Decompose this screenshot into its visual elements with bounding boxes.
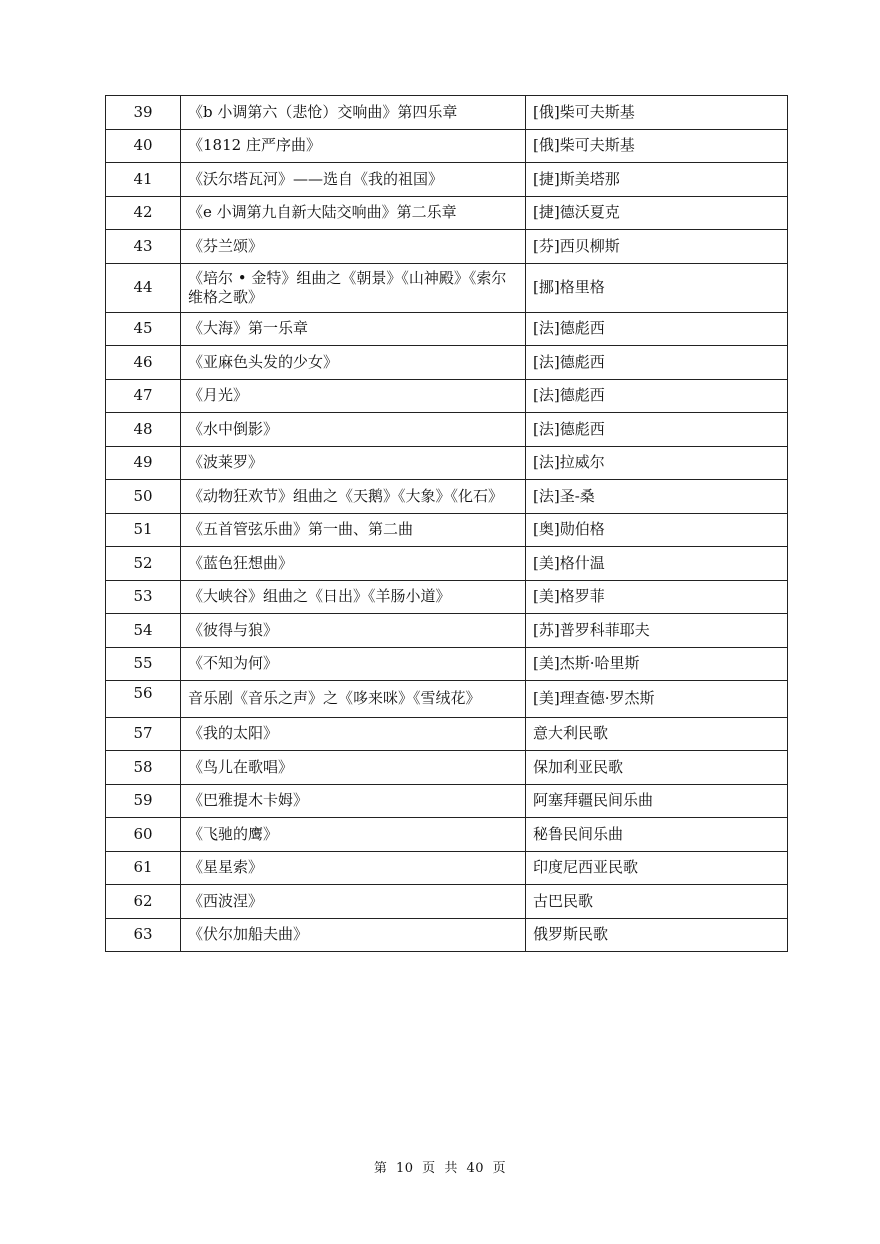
work-title: 《芬兰颂》 (181, 230, 526, 264)
composer: [法]德彪西 (526, 346, 788, 380)
work-title: 《彼得与狼》 (181, 614, 526, 648)
composer: [芬]西贝柳斯 (526, 230, 788, 264)
table-row (106, 379, 788, 413)
work-title: 音乐剧《音乐之声》之《哆来咪》《雪绒花》 (181, 681, 526, 718)
work-title: 《鸟儿在歌唱》 (181, 751, 526, 785)
composer: 古巴民歌 (526, 885, 788, 919)
composer: [苏]普罗科菲耶夫 (526, 614, 788, 648)
composer: [法]圣-桑 (526, 480, 788, 514)
row-number: 48 (106, 413, 181, 447)
work-title: 《1812 庄严序曲》 (181, 129, 526, 163)
composer: [捷]斯美塔那 (526, 163, 788, 197)
table-row (106, 346, 788, 380)
composer: 秘鲁民间乐曲 (526, 818, 788, 852)
work-title: 《沃尔塔瓦河》——选自《我的祖国》 (181, 163, 526, 197)
row-number: 60 (106, 818, 181, 852)
row-number: 62 (106, 885, 181, 919)
music-works-table (105, 95, 788, 952)
composer: [奥]勋伯格 (526, 513, 788, 547)
table-row (106, 885, 788, 919)
work-title: 《水中倒影》 (181, 413, 526, 447)
work-title: 《飞驰的鹰》 (181, 818, 526, 852)
table-row (106, 818, 788, 852)
table-row (106, 480, 788, 514)
work-title: 《e 小调第九自新大陆交响曲》第二乐章 (181, 196, 526, 230)
row-number: 44 (106, 263, 181, 312)
footer-page-suffix: 页 (422, 1161, 436, 1176)
row-number: 40 (106, 129, 181, 163)
composer: [俄]柴可夫斯基 (526, 129, 788, 163)
table-row (106, 647, 788, 681)
table-row (106, 413, 788, 447)
composer: [美]理查德·罗杰斯 (526, 681, 788, 718)
row-number: 39 (106, 96, 181, 130)
work-title: 《亚麻色头发的少女》 (181, 346, 526, 380)
table-row (106, 513, 788, 547)
composer: [法]德彪西 (526, 312, 788, 346)
row-number: 46 (106, 346, 181, 380)
row-number: 52 (106, 547, 181, 581)
page-total: 40 (466, 1161, 485, 1176)
work-title: 《西波涅》 (181, 885, 526, 919)
row-number: 56 (106, 681, 181, 718)
composer: 保加利亚民歌 (526, 751, 788, 785)
table-row (106, 263, 788, 312)
row-number: 63 (106, 918, 181, 952)
row-number: 58 (106, 751, 181, 785)
page-footer (0, 1157, 880, 1176)
work-title: 《动物狂欢节》组曲之《天鹅》《大象》《化石》 (181, 480, 526, 514)
row-number: 61 (106, 851, 181, 885)
table-row (106, 851, 788, 885)
table-row (106, 547, 788, 581)
composer: 印度尼西亚民歌 (526, 851, 788, 885)
composer: [挪]格里格 (526, 263, 788, 312)
footer-total-prefix: 共 (444, 1161, 458, 1176)
row-number: 59 (106, 784, 181, 818)
table-row (106, 580, 788, 614)
composer: 俄罗斯民歌 (526, 918, 788, 952)
row-number: 54 (106, 614, 181, 648)
work-title: 《巴雅提木卡姆》 (181, 784, 526, 818)
table-row (106, 312, 788, 346)
table-row (106, 230, 788, 264)
work-title: 《星星索》 (181, 851, 526, 885)
work-title: 《波莱罗》 (181, 446, 526, 480)
work-title: 《大海》第一乐章 (181, 312, 526, 346)
composer: [法]德彪西 (526, 413, 788, 447)
row-number: 41 (106, 163, 181, 197)
row-number: 43 (106, 230, 181, 264)
composer: [捷]德沃夏克 (526, 196, 788, 230)
composer: 阿塞拜疆民间乐曲 (526, 784, 788, 818)
work-title: 《月光》 (181, 379, 526, 413)
composer: [美]格罗菲 (526, 580, 788, 614)
row-number: 55 (106, 647, 181, 681)
footer-total-suffix: 页 (492, 1161, 507, 1176)
table-row (106, 918, 788, 952)
work-title: 《培尔 • 金特》组曲之《朝景》《山神殿》《索尔维格之歌》 (181, 263, 526, 312)
composer: 意大利民歌 (526, 717, 788, 751)
work-title: 《b 小调第六（悲怆）交响曲》第四乐章 (181, 96, 526, 130)
row-number: 49 (106, 446, 181, 480)
row-number: 45 (106, 312, 181, 346)
table-row (106, 614, 788, 648)
table-row (106, 784, 788, 818)
row-number: 51 (106, 513, 181, 547)
table-row (106, 446, 788, 480)
work-title: 《五首管弦乐曲》第一曲、第二曲 (181, 513, 526, 547)
footer-prefix: 第 (373, 1161, 388, 1176)
work-title: 《蓝色狂想曲》 (181, 547, 526, 581)
table-row (106, 96, 788, 130)
table-row (106, 717, 788, 751)
row-number: 47 (106, 379, 181, 413)
composer: [俄]柴可夫斯基 (526, 96, 788, 130)
composer: [美]杰斯·哈里斯 (526, 647, 788, 681)
table-row (106, 196, 788, 230)
work-title: 《伏尔加船夫曲》 (181, 918, 526, 952)
table-row (106, 163, 788, 197)
page-number: 10 (395, 1161, 414, 1176)
table-row (106, 681, 788, 718)
composer: [法]德彪西 (526, 379, 788, 413)
row-number: 50 (106, 480, 181, 514)
row-number: 53 (106, 580, 181, 614)
composer: [法]拉威尔 (526, 446, 788, 480)
row-number: 42 (106, 196, 181, 230)
work-title: 《我的太阳》 (181, 717, 526, 751)
work-title: 《大峡谷》组曲之《日出》《羊肠小道》 (181, 580, 526, 614)
composer: [美]格什温 (526, 547, 788, 581)
work-title: 《不知为何》 (181, 647, 526, 681)
table-row (106, 129, 788, 163)
row-number: 57 (106, 717, 181, 751)
table-row (106, 751, 788, 785)
